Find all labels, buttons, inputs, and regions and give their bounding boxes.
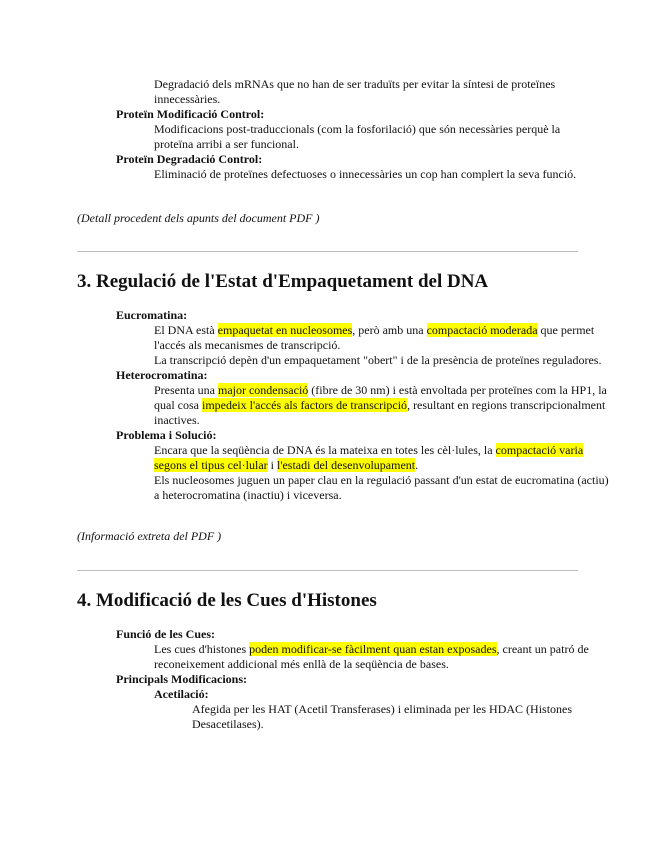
list-item: Presenta una major condensació (fibre de 30 nm) i està envoltada per proteïnes com la HP1, la qual cosa impedeix l'accés als factors de transcripció, resultant en regions transcripcionalment inactives. (0, 383, 600, 428)
list-item-principals: Principals Modificacions: Acetilació: Afegida per les HAT (Acetil Transferases) i eliminada per les HDAC (Histones Desacetilases). (0, 672, 600, 732)
list-item-heterocromatina: Heterocromatina: Presenta una major condensació (fibre de 30 nm) i està envoltada per proteïnes com la HP1, la qual cosa impedeix l'accés als factors de transcripció, resultant en regions transcripcionalment inactives. (0, 368, 600, 428)
source-note: (Informació extreta del PDF ) (77, 529, 222, 543)
section-4-heading: 4. Modificació de les Cues d'Histones (77, 590, 377, 611)
list-item: El DNA està empaquetat en nucleosomes, però amb una compactació moderada que permet l'accés als mecanismes de transcripció. (0, 323, 600, 353)
list-item: Afegida per les HAT (Acetil Transferases) i eliminada per les HDAC (Histones Desacetilases). (0, 702, 600, 732)
top-list (0, 77, 600, 182)
source-note: (Detall procedent dels apunts del document PDF ) (77, 211, 320, 225)
highlight: poden modificar-se fàcilment quan estan exposades (249, 642, 497, 656)
highlight: major condensació (217, 383, 309, 397)
list-item-7 (0, 152, 600, 182)
section-3-heading: 3. Regulació de l'Estat d'Empaquetament del DNA (77, 271, 489, 292)
list-item-acetilacio: Acetilació: Afegida per les HAT (Acetil Transferases) i eliminada per les HDAC (Histones Desacetilases). (0, 687, 600, 732)
list-item-funcio: Funció de les Cues: Les cues d'histones poden modificar-se fàcilment quan estan exposades, creant un patró de reconeixement addicional més enllà de la seqüència de bases. (0, 627, 600, 672)
highlight: compactació varia segons el tipus cel·lular (154, 443, 584, 472)
list-item-title: Proteïn Degradació Control: (116, 152, 263, 166)
highlight: empaquetat en nucleosomes (217, 323, 353, 337)
highlight: compactació moderada (426, 323, 538, 337)
list-item-eucromatina: Eucromatina: El DNA està empaquetat en nucleosomes, però amb una compactació moderada que permet l'accés als mecanismes de transcripció. La transcripció depèn d'un empaquetament "obert" i de la presència de proteïnes reguladores. (0, 308, 600, 368)
list-item-problema: Problema i Solució: Encara que la seqüència de DNA és la mateixa en totes les cèl·lules, la compactació varia segons el tipus cel·lular i l'estadi del desenvolupament. Els nucleosomes juguen un paper clau en la regulació passant d'un estat de eucromatina (actiu) a heterocromatina (inactiu) i viceversa. (0, 428, 600, 503)
highlight: impedeix l'accés als factors de transcripció (201, 398, 408, 412)
list-item: La transcripció depèn d'un empaquetament "obert" i de la presència de proteïnes reguladores. (0, 353, 600, 368)
list-item: Els nucleosomes juguen un paper clau en la regulació passant d'un estat de eucromatina (actiu) a heterocromatina (inactiu) i viceversa. (0, 473, 600, 503)
list-item: Modificacions post-traduccionals (com la fosforilació) que són necessàries perquè la proteïna arribi a ser funcional. (0, 122, 600, 152)
list-item: Les cues d'histones poden modificar-se fàcilment quan estan exposades, creant un patró de reconeixement addicional més enllà de la seqüència de bases. (0, 642, 600, 672)
list-item: Encara que la seqüència de DNA és la mateixa en totes les cèl·lules, la compactació varia segons el tipus cel·lular i l'estadi del desenvolupament. (0, 443, 600, 473)
divider (77, 570, 578, 571)
highlight: l'estadi del desenvolupament (276, 458, 416, 472)
list-item-6 (0, 107, 600, 152)
list-item-title: Proteïn Modificació Control: (116, 107, 265, 121)
section-4-list (0, 627, 600, 732)
list-item: Degradació dels mRNAs que no han de ser traduïts per evitar la síntesi de proteïnes innecessàries. (0, 77, 600, 107)
section-3-list (0, 308, 609, 503)
divider (77, 251, 578, 252)
list-item: Eliminació de proteïnes defectuoses o innecessàries un cop han complert la seva funció. (0, 167, 600, 182)
